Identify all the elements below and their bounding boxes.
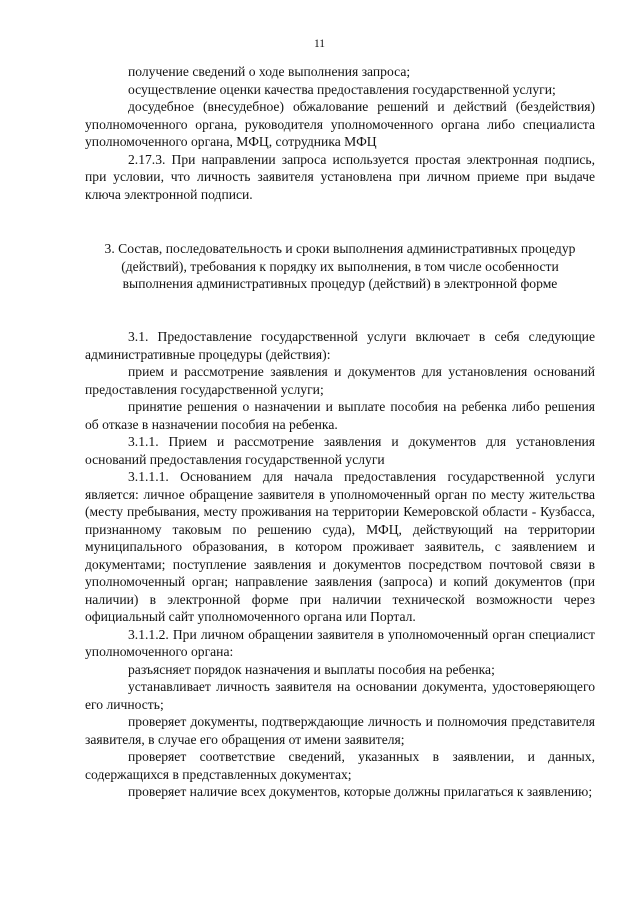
paragraph: принятие решения о назначении и выплате пособия на ребенка либо решения об отказе в назначении пособия на ребенка. xyxy=(85,399,595,432)
paragraph: 2.17.3. При направлении запроса используется простая электронная подпись, при условии, что личность заявителя установлена при личном приеме при выдаче ключа электронной подписи. xyxy=(85,151,595,202)
text-block-section-3 xyxy=(85,328,595,801)
section-heading-block xyxy=(85,240,595,293)
paragraph: устанавливает личность заявителя на основании документа, удостоверяющего его личность; xyxy=(85,679,595,712)
paragraph: получение сведений о ходе выполнения запроса; xyxy=(128,64,411,79)
paragraph: прием и рассмотрение заявления и документов для установления оснований предоставления государственной услуги; xyxy=(85,364,595,397)
paragraph: проверяет соответствие сведений, указанных в заявлении, и данных, содержащихся в представленных документах; xyxy=(85,749,595,782)
page-number: 11 xyxy=(313,38,326,50)
paragraph: 3.1.1.2. При личном обращении заявителя в уполномоченный орган специалист уполномоченного органа: xyxy=(85,626,595,659)
paragraph: проверяет наличие всех документов, которые должны прилагаться к заявлению; xyxy=(128,784,593,799)
paragraph: 3.1. Предоставление государственной услуги включает в себя следующие административные процедуры (действия): xyxy=(85,329,595,362)
paragraph: 3.1.1.1. Основанием для начала предоставления государственной услуги является: личное обращение заявителя в уполномоченный орган по месту жительства (месту пребывания, месту проживания на территории Кемеровской области - Кузбасса, признанному таковым по решению суда), МФЦ, действующий на территории муниципального образования, в котором проживает заявитель, с заявлением и документами; поступление заявления и документов посредством почтовой связи в уполномоченный орган; направление заявления (запроса) и копий документов (при наличии) в электронной форме при наличии технической возможности через официальный сайт уполномоченного органа или Портал. xyxy=(85,469,595,624)
paragraph: осуществление оценки качества предоставления государственной услуги; xyxy=(128,81,556,97)
paragraph: разъясняет порядок назначения и выплаты пособия на ребенка; xyxy=(128,661,495,677)
paragraph: 3.1.1. Прием и рассмотрение заявления и документов для установления оснований предоставления государственной услуги xyxy=(85,434,595,467)
paragraph: проверяет документы, подтверждающие личность и полномочия представителя заявителя, в случае его обращения от имени заявителя; xyxy=(85,714,595,747)
paragraph: досудебное (внесудебное) обжалование решений и действий (бездействия) уполномоченного органа, руководителя уполномоченного органа либо специалиста уполномоченного органа, МФЦ, сотрудника МФЦ xyxy=(85,99,595,149)
section-heading: 3. Состав, последовательность и сроки выполнения административных процедур (действий), требования к порядку их выполнения, в том числе особенности выполнения административных процедур (действий) в электронной форме xyxy=(104,241,576,291)
text-block-intro xyxy=(85,63,595,203)
